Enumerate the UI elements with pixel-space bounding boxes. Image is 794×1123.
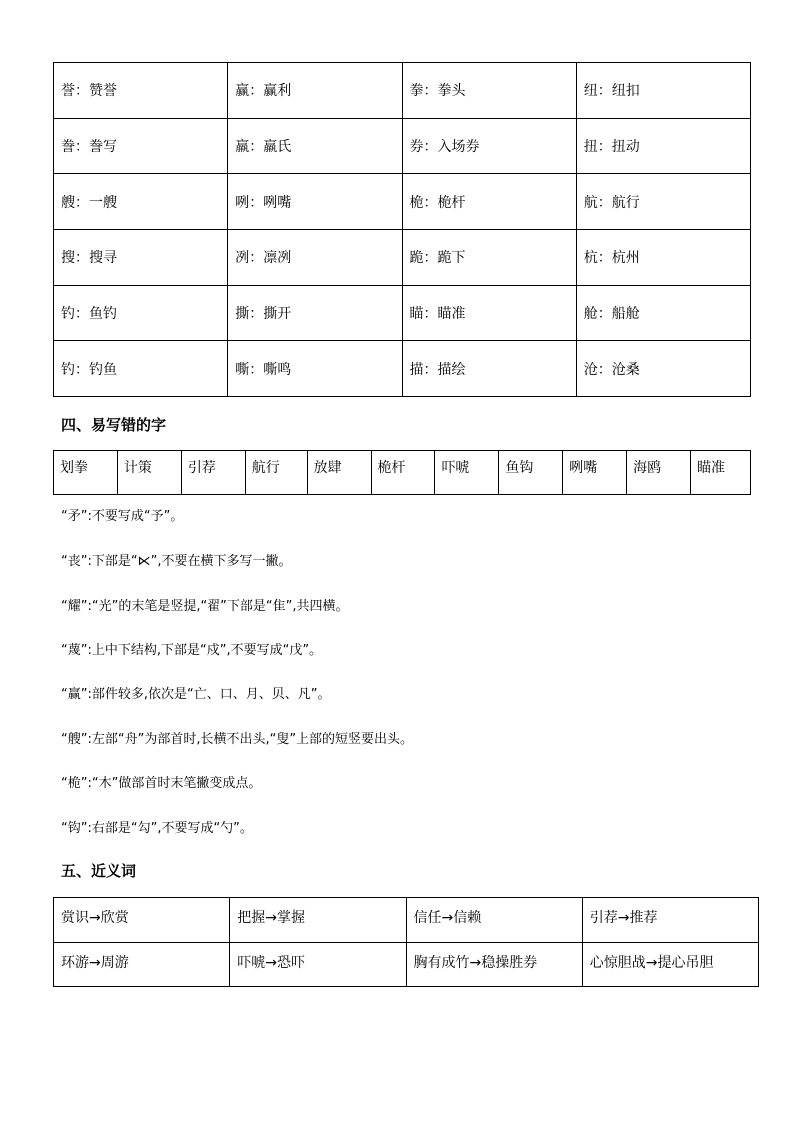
table-row [54,174,751,230]
synonym-cell: 赏识→欣赏 [54,898,230,943]
word-cell: 瞄准 [691,451,751,495]
table-cell: 券：入场券 [402,118,576,174]
note-item: “桅”:“木”做部首时末笔撇变成点。 [61,776,262,791]
table-cell: 瞄：瞄准 [402,285,576,341]
word-cell: 吓唬 [435,451,499,495]
error-prone-words-table [53,450,751,495]
table-row [54,898,759,943]
word-cell: 咧嘴 [563,451,627,495]
table-cell: 钓：钓鱼 [54,341,228,397]
table-cell: 冽：凛冽 [228,230,402,286]
note-item: “赢”:部件较多,依次是“亡、口、月、贝、凡”。 [61,687,331,702]
word-cell: 放肆 [307,451,371,495]
synonym-cell: 胸有成竹→稳操胜券 [406,942,582,987]
table-row [54,341,751,397]
note-item: “蔑”:上中下结构,下部是“戍”,不要写成“戊”。 [61,643,323,658]
table-row [54,63,751,119]
table-cell: 羸：羸氏 [228,118,402,174]
table-cell: 描：描绘 [402,341,576,397]
table-cell: 扭：扭动 [576,118,750,174]
table-row [54,230,751,286]
section4-title: 四、易写错的字 [61,416,167,434]
synonym-cell: 吓唬→恐吓 [230,942,406,987]
table-cell: 誊：誊写 [54,118,228,174]
table-cell: 咧：咧嘴 [228,174,402,230]
synonym-cell: 把握→掌握 [230,898,406,943]
word-cell: 鱼钩 [499,451,563,495]
table-cell: 桅：桅杆 [402,174,576,230]
synonyms-table [53,897,759,987]
table-cell: 跪：跪下 [402,230,576,286]
word-cell: 计策 [117,451,181,495]
table-cell: 誉：赞誉 [54,63,228,119]
table-cell: 搜：搜寻 [54,230,228,286]
table-row [54,118,751,174]
table-cell: 赢：赢利 [228,63,402,119]
table-row [54,942,759,987]
synonym-cell: 引荐→推荐 [582,898,758,943]
note-item: “矛”:不要写成“予”。 [61,509,184,524]
note-item: “丧”:下部是“⋉”,不要在横下多写一撇。 [61,554,292,569]
table-cell: 拳：拳头 [402,63,576,119]
table-cell: 嘶：嘶鸣 [228,341,402,397]
section5-title: 五、近义词 [61,862,137,880]
note-item: “艘”:左部“舟”为部首时,长横不出头,“叟”上部的短竖要出头。 [61,732,414,747]
word-cell: 引荐 [181,451,245,495]
table-cell: 撕：撕开 [228,285,402,341]
table-cell: 舱：船舱 [576,285,750,341]
synonym-cell: 心惊胆战→提心吊胆 [582,942,758,987]
table-cell: 沧：沧桑 [576,341,750,397]
table-cell: 纽：纽扣 [576,63,750,119]
table-row [54,285,751,341]
note-item: “耀”:“光”的末笔是竖提,“翟”下部是“隹”,共四横。 [61,599,349,614]
character-word-table [53,62,751,397]
word-cell: 划拳 [54,451,118,495]
word-cell: 航行 [245,451,307,495]
table-cell: 杭：杭州 [576,230,750,286]
synonym-cell: 环游→周游 [54,942,230,987]
synonym-cell: 信任→信赖 [406,898,582,943]
table-cell: 钓：鱼钓 [54,285,228,341]
note-item: “钩”:右部是“勾”,不要写成“勺”。 [61,821,253,836]
word-cell: 海鸥 [627,451,691,495]
table-cell: 艘：一艘 [54,174,228,230]
table-cell: 航：航行 [576,174,750,230]
word-cell: 桅杆 [371,451,435,495]
